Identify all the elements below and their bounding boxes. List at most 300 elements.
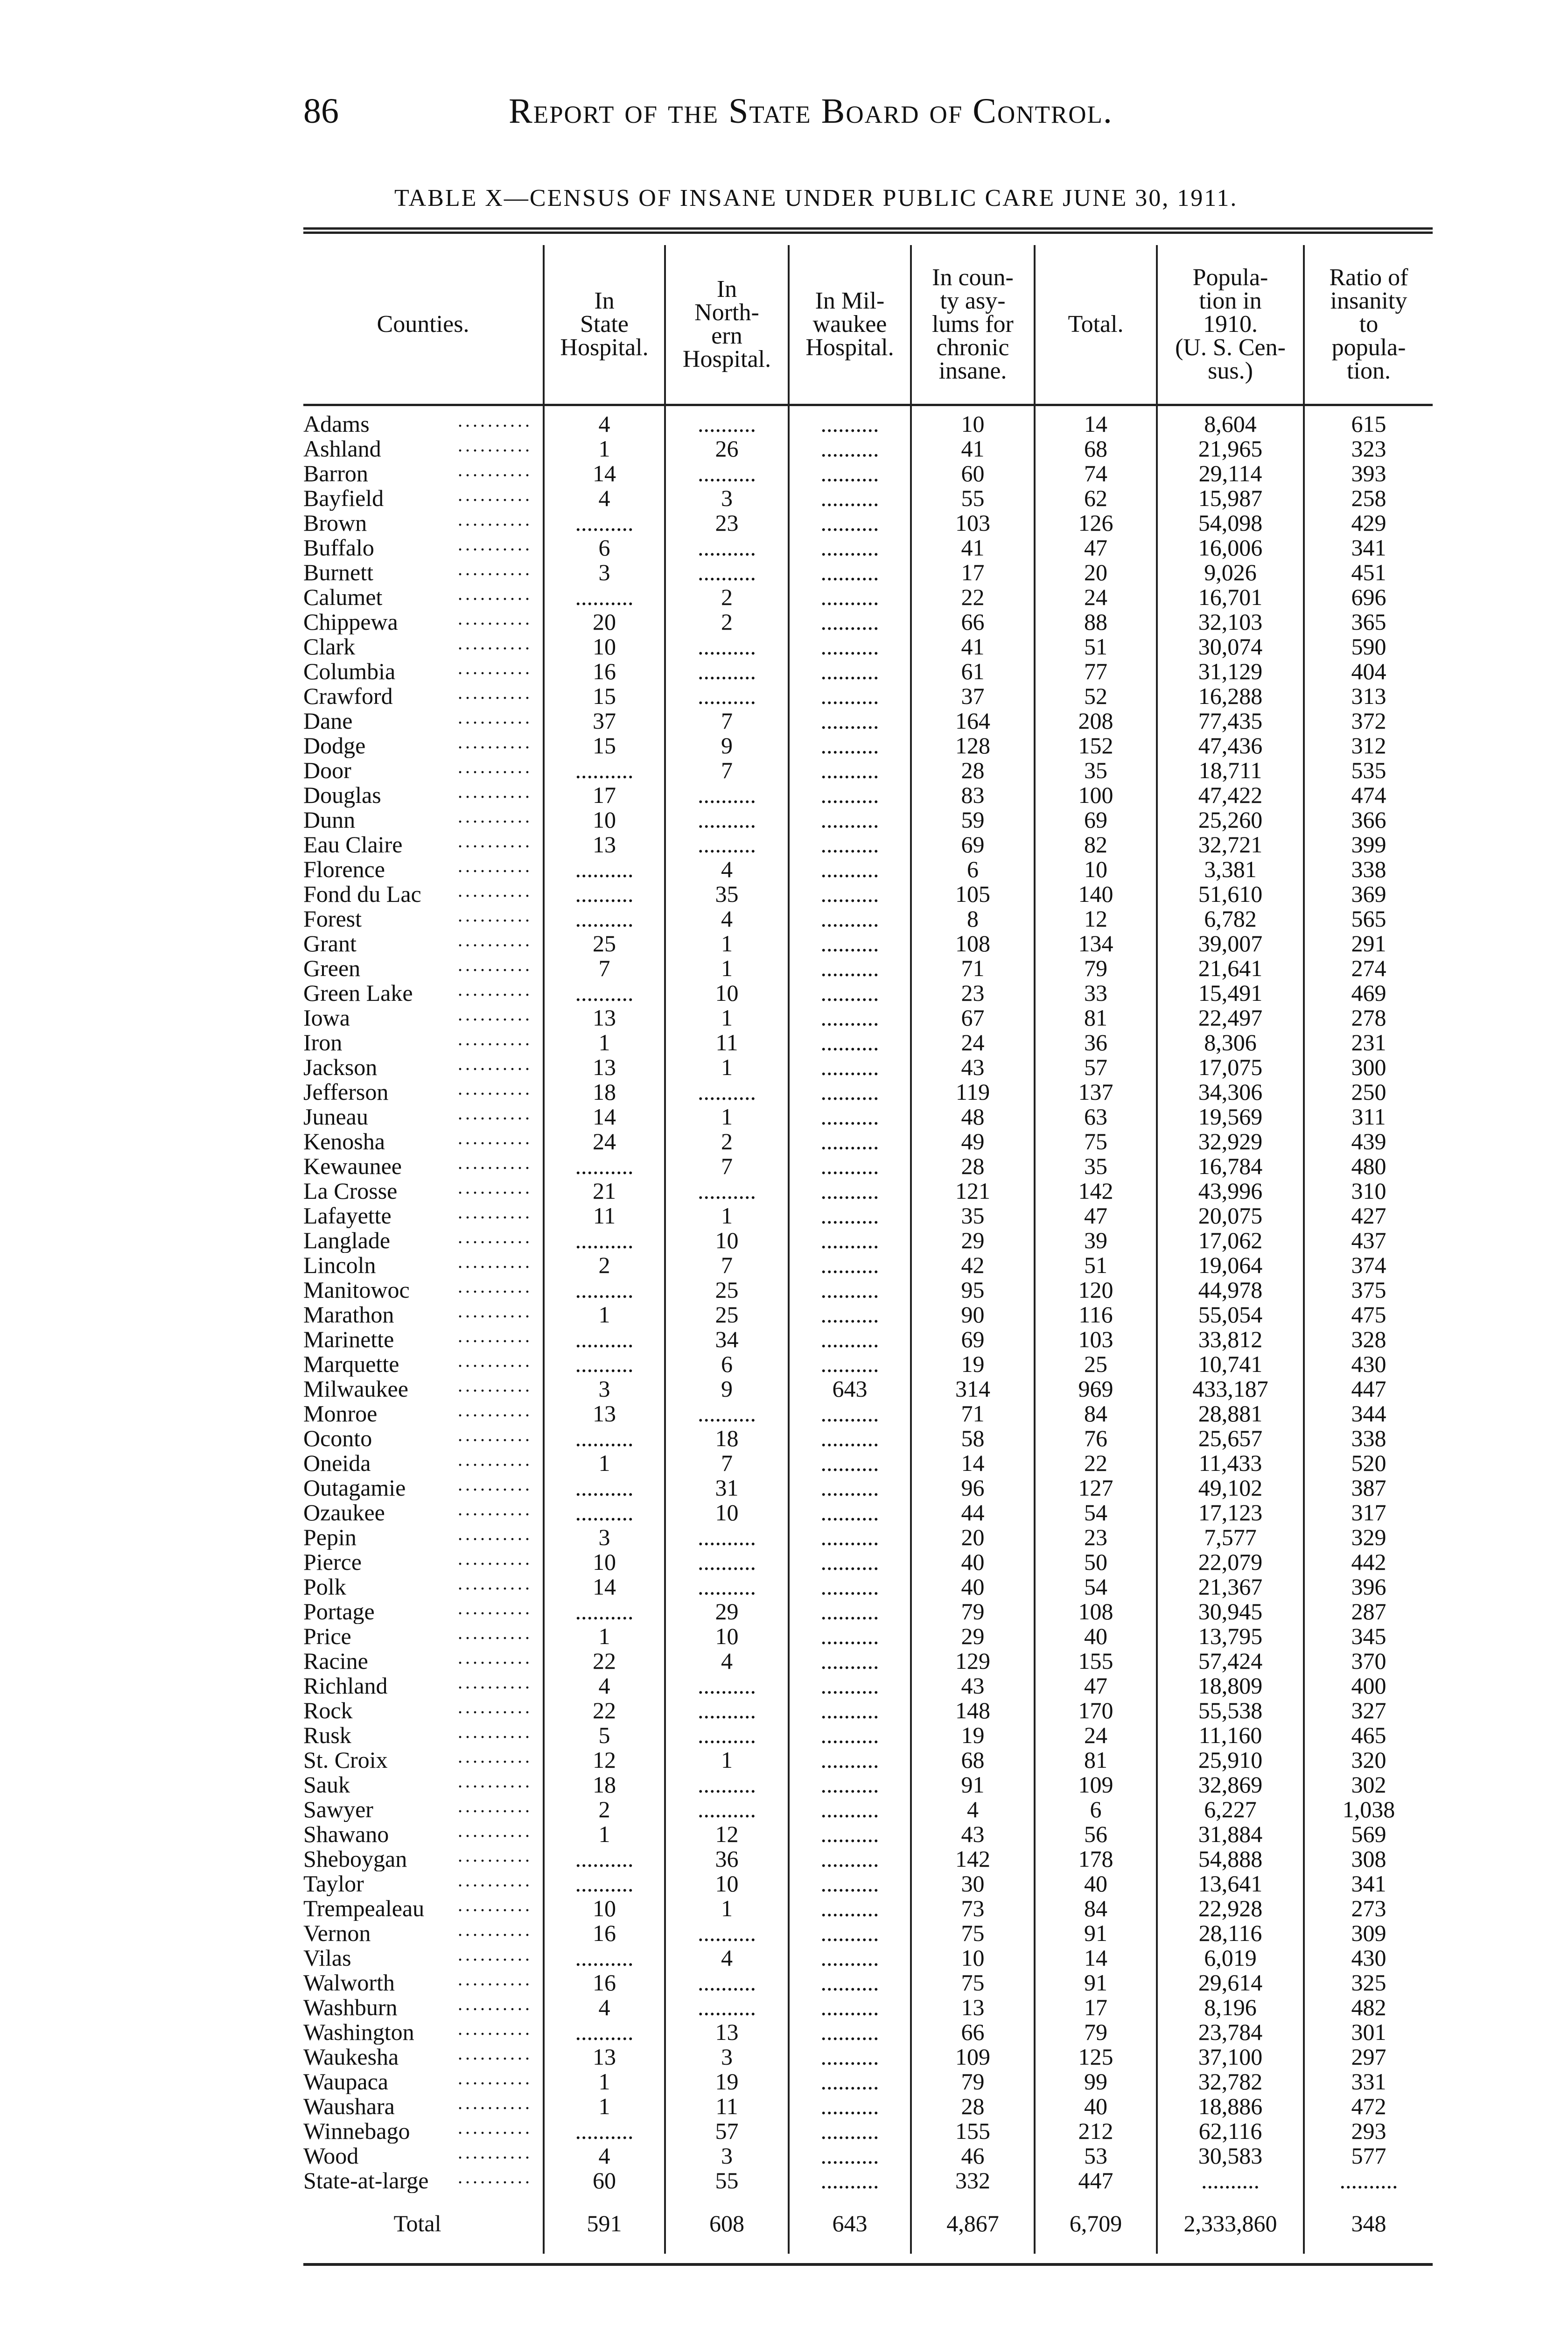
cell-total: 62 <box>1035 486 1157 511</box>
cell-northern: .......... <box>665 1673 789 1698</box>
total-row <box>303 2193 1433 2254</box>
cell-asylum: 155 <box>911 2119 1035 2144</box>
cell-northern: 57 <box>665 2119 789 2144</box>
table-row <box>303 1921 1433 1946</box>
cell-state: .......... <box>544 1327 665 1352</box>
cell-total: 6 <box>1035 1797 1157 1822</box>
dot-leader: .......... <box>458 1723 532 1742</box>
cell-population: 19,569 <box>1157 1104 1304 1129</box>
dot-leader: .......... <box>458 1055 532 1074</box>
county-name: Oneida <box>303 1451 371 1476</box>
cell-asylum: 40 <box>911 1575 1035 1599</box>
cell-total: 134 <box>1035 931 1157 956</box>
county-cell <box>303 832 544 857</box>
cell-population: 8,196 <box>1157 1995 1304 2020</box>
county-name: Adams <box>303 411 370 436</box>
cell-population: 31,884 <box>1157 1822 1304 1847</box>
county-cell <box>303 1451 544 1476</box>
cell-ratio: 447 <box>1304 1377 1433 1401</box>
cell-ratio: 313 <box>1304 684 1433 709</box>
county-name: Kenosha <box>303 1129 385 1154</box>
dot-leader: .......... <box>458 1995 532 2014</box>
cell-northern: .......... <box>665 1550 789 1575</box>
county-name: Waukesha <box>303 2045 399 2069</box>
cell-asylum: 121 <box>911 1179 1035 1203</box>
county-name: Sheboygan <box>303 1847 407 1871</box>
cell-state: 22 <box>544 1698 665 1723</box>
cell-total: 969 <box>1035 1377 1157 1401</box>
county-cell <box>303 659 544 684</box>
cell-state: 1 <box>544 436 665 461</box>
cell-asylum: 46 <box>911 2144 1035 2168</box>
column-header-line: popula- <box>1331 334 1406 361</box>
county-name: Dunn <box>303 808 356 832</box>
table-row <box>303 461 1433 486</box>
cell-northern: 35 <box>665 882 789 907</box>
cell-milwaukee: .......... <box>789 1550 911 1575</box>
cell-milwaukee: .......... <box>789 1673 911 1698</box>
county-cell <box>303 1154 544 1179</box>
cell-milwaukee: .......... <box>789 1748 911 1772</box>
cell-milwaukee: .......... <box>789 1797 911 1822</box>
county-name: Racine <box>303 1649 368 1673</box>
county-cell <box>303 1401 544 1426</box>
county-cell <box>303 1575 544 1599</box>
cell-total: 33 <box>1035 981 1157 1005</box>
table-row <box>303 1451 1433 1476</box>
cell-milwaukee: .......... <box>789 1970 911 1995</box>
cell-state: 18 <box>544 1080 665 1104</box>
cell-northern: .......... <box>665 808 789 832</box>
cell-state: 1 <box>544 2094 665 2119</box>
cell-milwaukee: .......... <box>789 1723 911 1748</box>
cell-population: 433,187 <box>1157 1377 1304 1401</box>
cell-milwaukee: .......... <box>789 2144 911 2168</box>
cell-ratio: 469 <box>1304 981 1433 1005</box>
cell-population: 55,538 <box>1157 1698 1304 1723</box>
cell-state: 13 <box>544 832 665 857</box>
cell-northern: 7 <box>665 758 789 783</box>
dot-leader: .......... <box>458 1451 532 1470</box>
total-label: Total <box>393 2210 441 2236</box>
county-cell <box>303 1525 544 1550</box>
cell-population: 11,160 <box>1157 1723 1304 1748</box>
column-header-line: Hospital. <box>805 334 894 361</box>
total-cell-milwaukee: 643 <box>789 2193 911 2254</box>
county-cell <box>303 2069 544 2094</box>
cell-northern: 55 <box>665 2168 789 2193</box>
cell-total: 54 <box>1035 1575 1157 1599</box>
cell-asylum: 68 <box>911 1748 1035 1772</box>
cell-asylum: 69 <box>911 1327 1035 1352</box>
cell-population: 16,701 <box>1157 585 1304 610</box>
county-cell <box>303 1500 544 1525</box>
dot-leader: .......... <box>458 1649 532 1668</box>
cell-population: 62,116 <box>1157 2119 1304 2144</box>
cell-northern: 1 <box>665 931 789 956</box>
table-row <box>303 659 1433 684</box>
cell-total: 103 <box>1035 1327 1157 1352</box>
cell-population: 47,436 <box>1157 733 1304 758</box>
table-row <box>303 783 1433 808</box>
cell-total: 84 <box>1035 1401 1157 1426</box>
county-name: Waupaca <box>303 2069 388 2094</box>
table-row <box>303 1154 1433 1179</box>
cell-asylum: 55 <box>911 486 1035 511</box>
county-name: Vernon <box>303 1921 371 1946</box>
table-row <box>303 2045 1433 2069</box>
cell-asylum: 314 <box>911 1377 1035 1401</box>
table-row <box>303 1055 1433 1080</box>
table-row <box>303 1476 1433 1500</box>
cell-population: 15,987 <box>1157 486 1304 511</box>
dot-leader: .......... <box>458 1302 532 1322</box>
county-cell <box>303 1624 544 1649</box>
cell-total: 76 <box>1035 1426 1157 1451</box>
table-row <box>303 2020 1433 2045</box>
cell-population: 16,288 <box>1157 684 1304 709</box>
cell-total: 51 <box>1035 634 1157 659</box>
cell-ratio: 273 <box>1304 1896 1433 1921</box>
county-cell <box>303 1080 544 1104</box>
column-header-line: lums for <box>932 311 1014 337</box>
dot-leader: .......... <box>458 1030 532 1049</box>
header-row <box>303 245 1433 405</box>
dot-leader: .......... <box>458 2020 532 2039</box>
cell-northern: 1 <box>665 1104 789 1129</box>
cell-ratio: 569 <box>1304 1822 1433 1847</box>
cell-northern: 6 <box>665 1352 789 1377</box>
cell-northern: .......... <box>665 1723 789 1748</box>
county-cell <box>303 1772 544 1797</box>
column-header-line: tion. <box>1347 358 1391 384</box>
county-name: Pierce <box>303 1550 362 1575</box>
cell-state: 1 <box>544 1030 665 1055</box>
cell-northern: 29 <box>665 1599 789 1624</box>
cell-ratio: 291 <box>1304 931 1433 956</box>
cell-population: 28,116 <box>1157 1921 1304 1946</box>
cell-total: 35 <box>1035 1154 1157 1179</box>
county-name: Lafayette <box>303 1203 392 1228</box>
cell-state: .......... <box>544 857 665 882</box>
cell-population: 57,424 <box>1157 1649 1304 1673</box>
cell-total: 126 <box>1035 511 1157 535</box>
cell-population: 32,721 <box>1157 832 1304 857</box>
cell-northern: 1 <box>665 1055 789 1080</box>
cell-total: 17 <box>1035 1995 1157 2020</box>
table-body <box>303 405 1433 2254</box>
county-name: Chippewa <box>303 610 398 634</box>
dot-leader: .......... <box>458 1624 532 1643</box>
cell-northern: .......... <box>665 1970 789 1995</box>
table-row <box>303 1970 1433 1995</box>
cell-state: 4 <box>544 1995 665 2020</box>
cell-population: 21,965 <box>1157 436 1304 461</box>
cell-total: 447 <box>1035 2168 1157 2193</box>
county-cell <box>303 405 544 437</box>
cell-asylum: 79 <box>911 2069 1035 2094</box>
cell-asylum: 164 <box>911 709 1035 733</box>
cell-asylum: 69 <box>911 832 1035 857</box>
cell-ratio: 327 <box>1304 1698 1433 1723</box>
cell-ratio: 400 <box>1304 1673 1433 1698</box>
cell-ratio: 375 <box>1304 1278 1433 1302</box>
county-name: Clark <box>303 634 356 659</box>
cell-ratio: 396 <box>1304 1575 1433 1599</box>
cell-population: 30,074 <box>1157 634 1304 659</box>
cell-ratio: 451 <box>1304 560 1433 585</box>
dot-leader: .......... <box>458 1748 532 1767</box>
cell-ratio: 331 <box>1304 2069 1433 2094</box>
cell-northern: 7 <box>665 1253 789 1278</box>
table-row <box>303 560 1433 585</box>
cell-population: 17,123 <box>1157 1500 1304 1525</box>
cell-milwaukee: .......... <box>789 634 911 659</box>
dot-leader: .......... <box>458 1253 532 1272</box>
table-row <box>303 2168 1433 2193</box>
county-cell <box>303 1253 544 1278</box>
cell-milwaukee: .......... <box>789 1995 911 2020</box>
table-row <box>303 1030 1433 1055</box>
county-name: State-at-large <box>303 2168 429 2193</box>
dot-leader: .......... <box>458 1946 532 1965</box>
county-name: Taylor <box>303 1871 364 1896</box>
cell-asylum: 22 <box>911 585 1035 610</box>
cell-ratio: 696 <box>1304 585 1433 610</box>
column-header-county-asylums <box>911 245 1035 405</box>
cell-state: 13 <box>544 1005 665 1030</box>
table-row <box>303 1772 1433 1797</box>
cell-asylum: 67 <box>911 1005 1035 1030</box>
dot-leader: .......... <box>458 1327 532 1346</box>
column-header-line: In <box>716 276 737 302</box>
county-cell <box>303 1129 544 1154</box>
county-name: Calumet <box>303 585 383 610</box>
cell-ratio: 430 <box>1304 1946 1433 1970</box>
cell-ratio: 323 <box>1304 436 1433 461</box>
cell-milwaukee: .......... <box>789 1599 911 1624</box>
cell-total: 91 <box>1035 1921 1157 1946</box>
cell-asylum: 103 <box>911 511 1035 535</box>
total-cell-ratio: 348 <box>1304 2193 1433 2254</box>
cell-milwaukee: .......... <box>789 2094 911 2119</box>
cell-asylum: 41 <box>911 436 1035 461</box>
cell-ratio: 465 <box>1304 1723 1433 1748</box>
county-name: Rusk <box>303 1723 351 1748</box>
county-name: Juneau <box>303 1104 368 1129</box>
cell-asylum: 6 <box>911 857 1035 882</box>
cell-total: 47 <box>1035 1673 1157 1698</box>
cell-state: 4 <box>544 2144 665 2168</box>
cell-ratio: 427 <box>1304 1203 1433 1228</box>
cell-ratio: 429 <box>1304 511 1433 535</box>
cell-state: .......... <box>544 1847 665 1871</box>
cell-milwaukee: .......... <box>789 808 911 832</box>
dot-leader: .......... <box>458 659 532 678</box>
cell-ratio: 338 <box>1304 857 1433 882</box>
cell-state: 3 <box>544 1377 665 1401</box>
column-header-line: State <box>580 311 629 337</box>
county-name: Kewaunee <box>303 1154 402 1179</box>
dot-leader: .......... <box>458 684 532 703</box>
dot-leader: .......... <box>458 882 532 901</box>
county-name: Waushara <box>303 2094 395 2119</box>
cell-total: 82 <box>1035 832 1157 857</box>
county-name: Fond du Lac <box>303 882 421 907</box>
cell-northern: .......... <box>665 1575 789 1599</box>
cell-milwaukee: .......... <box>789 1575 911 1599</box>
cell-asylum: 19 <box>911 1352 1035 1377</box>
cell-total: 127 <box>1035 1476 1157 1500</box>
county-cell <box>303 1970 544 1995</box>
cell-asylum: 61 <box>911 659 1035 684</box>
cell-total: 53 <box>1035 2144 1157 2168</box>
cell-ratio: 393 <box>1304 461 1433 486</box>
cell-northern: 10 <box>665 981 789 1005</box>
cell-total: 63 <box>1035 1104 1157 1129</box>
cell-northern: 11 <box>665 2094 789 2119</box>
cell-milwaukee: .......... <box>789 1451 911 1476</box>
cell-total: 50 <box>1035 1550 1157 1575</box>
dot-leader: .......... <box>458 857 532 876</box>
cell-state: 20 <box>544 610 665 634</box>
county-cell <box>303 1228 544 1253</box>
cell-ratio: 310 <box>1304 1179 1433 1203</box>
dot-leader: .......... <box>458 1080 532 1099</box>
cell-population: 55,054 <box>1157 1302 1304 1327</box>
dot-leader: .......... <box>458 1104 532 1124</box>
cell-state: 4 <box>544 1673 665 1698</box>
cell-northern: .......... <box>665 1921 789 1946</box>
table-row <box>303 1822 1433 1847</box>
county-cell <box>303 981 544 1005</box>
cell-state: .......... <box>544 2020 665 2045</box>
total-cell-total: 6,709 <box>1035 2193 1157 2254</box>
table-row <box>303 907 1433 931</box>
cell-asylum: 41 <box>911 535 1035 560</box>
cell-state: .......... <box>544 585 665 610</box>
table-row <box>303 1352 1433 1377</box>
dot-leader: .......... <box>458 410 532 431</box>
column-header-line: Hospital. <box>560 334 649 361</box>
county-name: Polk <box>303 1575 346 1599</box>
cell-ratio: 577 <box>1304 2144 1433 2168</box>
table-row <box>303 1847 1433 1871</box>
cell-northern: 1 <box>665 1203 789 1228</box>
cell-state: 18 <box>544 1772 665 1797</box>
cell-milwaukee: .......... <box>789 560 911 585</box>
cell-asylum: 13 <box>911 1995 1035 2020</box>
cell-milwaukee: .......... <box>789 486 911 511</box>
cell-ratio: 365 <box>1304 610 1433 634</box>
cell-milwaukee: .......... <box>789 585 911 610</box>
cell-total: 178 <box>1035 1847 1157 1871</box>
cell-state: 14 <box>544 1104 665 1129</box>
dot-leader: .......... <box>458 1970 532 1990</box>
dot-leader: .......... <box>458 758 532 777</box>
dot-leader: .......... <box>458 733 532 752</box>
county-cell <box>303 1599 544 1624</box>
cell-asylum: 148 <box>911 1698 1035 1723</box>
dot-leader: .......... <box>458 1426 532 1445</box>
cell-asylum: 48 <box>911 1104 1035 1129</box>
cell-ratio: 366 <box>1304 808 1433 832</box>
cell-state: 15 <box>544 684 665 709</box>
column-header-line: to <box>1359 311 1379 337</box>
cell-asylum: 28 <box>911 758 1035 783</box>
dot-leader: .......... <box>458 1129 532 1148</box>
cell-milwaukee: .......... <box>789 1179 911 1203</box>
cell-ratio: 387 <box>1304 1476 1433 1500</box>
cell-population: 13,795 <box>1157 1624 1304 1649</box>
county-cell <box>303 956 544 981</box>
county-cell <box>303 1649 544 1673</box>
county-name: Langlade <box>303 1228 391 1253</box>
cell-state: 10 <box>544 634 665 659</box>
cell-population: 51,610 <box>1157 882 1304 907</box>
dot-leader: .......... <box>458 560 532 579</box>
cell-total: 24 <box>1035 1723 1157 1748</box>
cell-northern: .......... <box>665 560 789 585</box>
cell-northern: 4 <box>665 1649 789 1673</box>
county-cell <box>303 1921 544 1946</box>
cell-population: 7,577 <box>1157 1525 1304 1550</box>
table-row <box>303 2094 1433 2119</box>
cell-population: 18,809 <box>1157 1673 1304 1698</box>
dot-leader: .......... <box>458 634 532 654</box>
table-row <box>303 2144 1433 2168</box>
cell-asylum: 10 <box>911 1946 1035 1970</box>
cell-population: 8,604 <box>1157 405 1304 437</box>
cell-asylum: 73 <box>911 1896 1035 1921</box>
column-header-line: Counties. <box>377 311 469 337</box>
county-cell <box>303 436 544 461</box>
cell-total: 68 <box>1035 436 1157 461</box>
cell-population: 21,641 <box>1157 956 1304 981</box>
column-header-line: insanity <box>1330 288 1407 314</box>
cell-ratio: 520 <box>1304 1451 1433 1476</box>
dot-leader: .......... <box>458 783 532 802</box>
table-row <box>303 1550 1433 1575</box>
county-cell <box>303 882 544 907</box>
table-row <box>303 956 1433 981</box>
table-row <box>303 981 1433 1005</box>
cell-ratio: 258 <box>1304 486 1433 511</box>
cell-milwaukee: .......... <box>789 1401 911 1426</box>
cell-asylum: 71 <box>911 1401 1035 1426</box>
county-cell <box>303 709 544 733</box>
cell-ratio: 308 <box>1304 1847 1433 1871</box>
cell-northern: 34 <box>665 1327 789 1352</box>
county-name: Ashland <box>303 436 381 461</box>
cell-ratio: 344 <box>1304 1401 1433 1426</box>
county-cell <box>303 2119 544 2144</box>
cell-ratio: 369 <box>1304 882 1433 907</box>
cell-population: 3,381 <box>1157 857 1304 882</box>
cell-state: .......... <box>544 1500 665 1525</box>
cell-total: 208 <box>1035 709 1157 733</box>
cell-state: 25 <box>544 931 665 956</box>
cell-state: 60 <box>544 2168 665 2193</box>
column-header-milwaukee-hospital <box>789 245 911 405</box>
cell-ratio: 370 <box>1304 1649 1433 1673</box>
cell-state: 10 <box>544 1896 665 1921</box>
table-title: TABLE X—CENSUS OF INSANE UNDER PUBLIC CARE JUNE 30, 1911. <box>394 185 1238 211</box>
cell-milwaukee: .......... <box>789 436 911 461</box>
cell-asylum: 128 <box>911 733 1035 758</box>
cell-milwaukee: .......... <box>789 2168 911 2193</box>
cell-population: 17,075 <box>1157 1055 1304 1080</box>
